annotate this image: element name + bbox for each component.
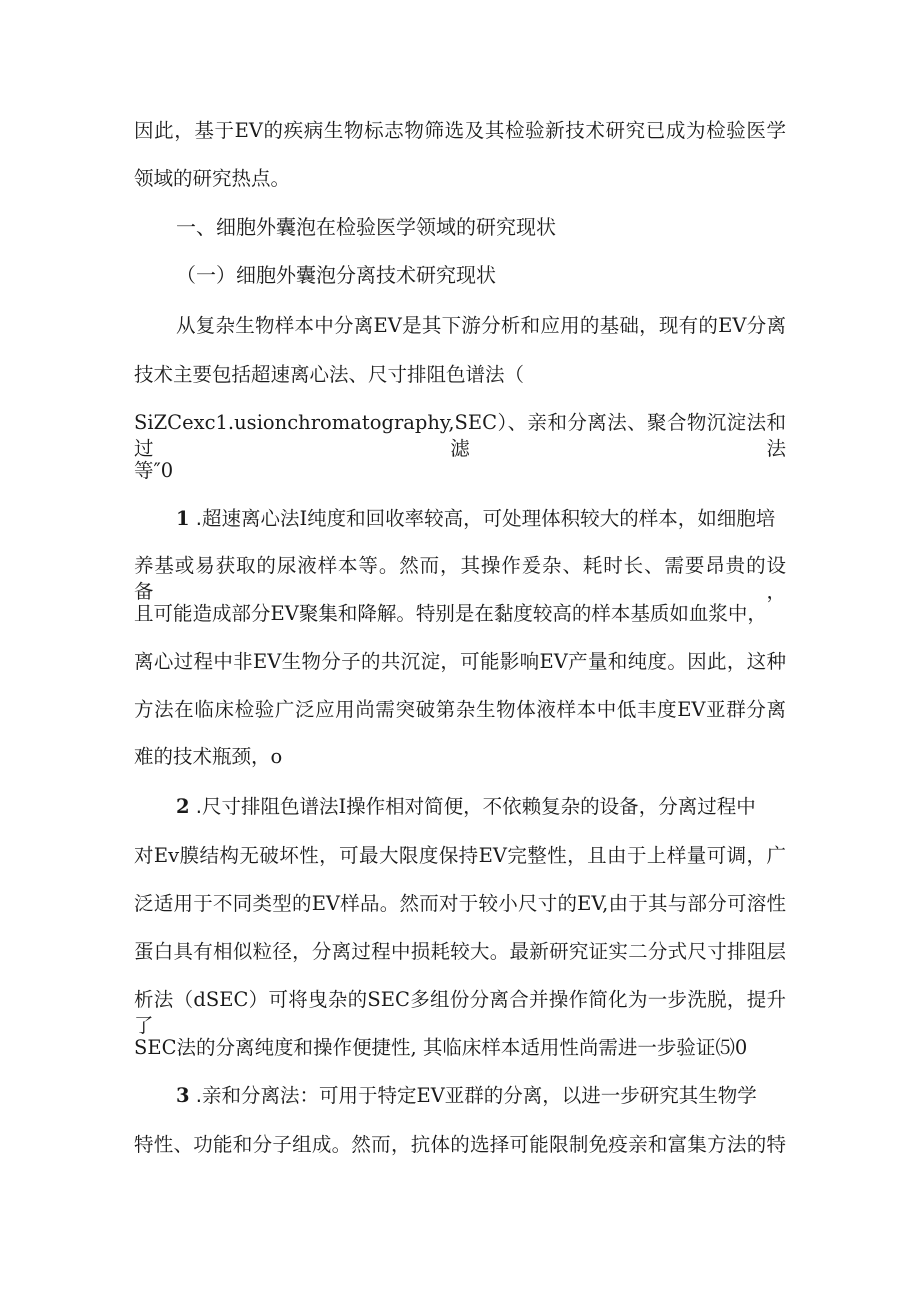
section2-line-3: 泛适用于不同类型的EV样品。然而对于较小尺寸的EV,由于其与部分可溶性 xyxy=(134,892,786,915)
section3-title: .亲和分离法 xyxy=(195,1084,300,1107)
section1-line-6: 难的技术瓶颈，o xyxy=(134,745,283,768)
section1-line-3: 且可能造成部分EV聚集和降解。特别是在黏度较高的样本基质如血浆中， xyxy=(134,602,767,625)
section2-line-2: 对Ev膜结构无破坏性，可最大限度保持EV完整性，且由于上样量可调，广 xyxy=(134,844,786,867)
section3-line-2: 特性、功能和分子组成。然而，抗体的选择可能限制免疫亲和富集方法的特 xyxy=(134,1133,786,1156)
section2-number: 2 xyxy=(176,795,190,818)
section1-line-4: 离心过程中非EV生物分子的共沉淀，可能影响EV产量和纯度。因此，这种 xyxy=(134,650,786,673)
intro-line-1: 因此，基于EV的疾病生物标志物筛选及其检验新技术研究已成为检验医学 xyxy=(134,119,786,142)
section1-line-1 xyxy=(176,506,786,532)
overview-line-1: 从复杂生物样本中分离EV是其下游分析和应用的基础，现有的EV分离 xyxy=(176,314,786,337)
section2-line-6: SEC法的分离纯度和操作便捷性, 其临床样本适用性尚需进一步验证⑸0 xyxy=(134,1036,748,1059)
section1-number: 1 xyxy=(176,507,190,530)
section2-line-5: 析法（dSEC）可将曳杂的SEC多组份分离合并操作简化为一步洗脱，提升了 xyxy=(134,988,786,1037)
section3-number: 3 xyxy=(176,1084,190,1107)
section1-line-2: 养基或易获取的尿液样本等。然而，其操作爰杂、耗时长、需要昂贵的设备， xyxy=(134,554,786,603)
section-heading-1: 一、细胞外囊泡在检验医学领域的研究现状 xyxy=(176,215,556,239)
overview-line-2: 技术主要包括超速离心法、尺寸排阻色谱法（ xyxy=(134,363,525,386)
section-heading-2: （一）细胞外囊泡分离技术研究现状 xyxy=(176,263,496,287)
section2-line-1 xyxy=(176,794,786,820)
section1-line1-text: I纯度和回收率较高，可处理体积较大的样本，如细胞培 xyxy=(299,507,776,530)
section3-line1-text: ：可用于特定EV亚群的分离，以进一步研究其生物学 xyxy=(299,1084,757,1107)
overview-line-4: 等″0 xyxy=(134,459,174,482)
section2-line-4: 蛋白具有相似粒径，分离过程中损耗较大。最新研究证实二分式尺寸排阻层 xyxy=(134,940,786,963)
section3-line-1 xyxy=(176,1083,786,1109)
intro-line-2: 领域的研究热点。 xyxy=(134,167,291,190)
section2-title: .尺寸排阻色谱法 xyxy=(195,795,339,818)
section2-line1-text: I操作相对简便，不依赖复杂的设备，分离过程中 xyxy=(338,795,756,818)
overview-line-3: SiZCexc1.usionchromatography,SEC）、亲和分离法、聚合物沉淀法和过滤法 xyxy=(134,411,786,460)
section1-title: .超速离心法 xyxy=(195,507,300,530)
section1-line-5: 方法在临床检验广泛应用尚需突破第杂生物体液样本中低丰度EV亚群分离 xyxy=(134,698,786,721)
